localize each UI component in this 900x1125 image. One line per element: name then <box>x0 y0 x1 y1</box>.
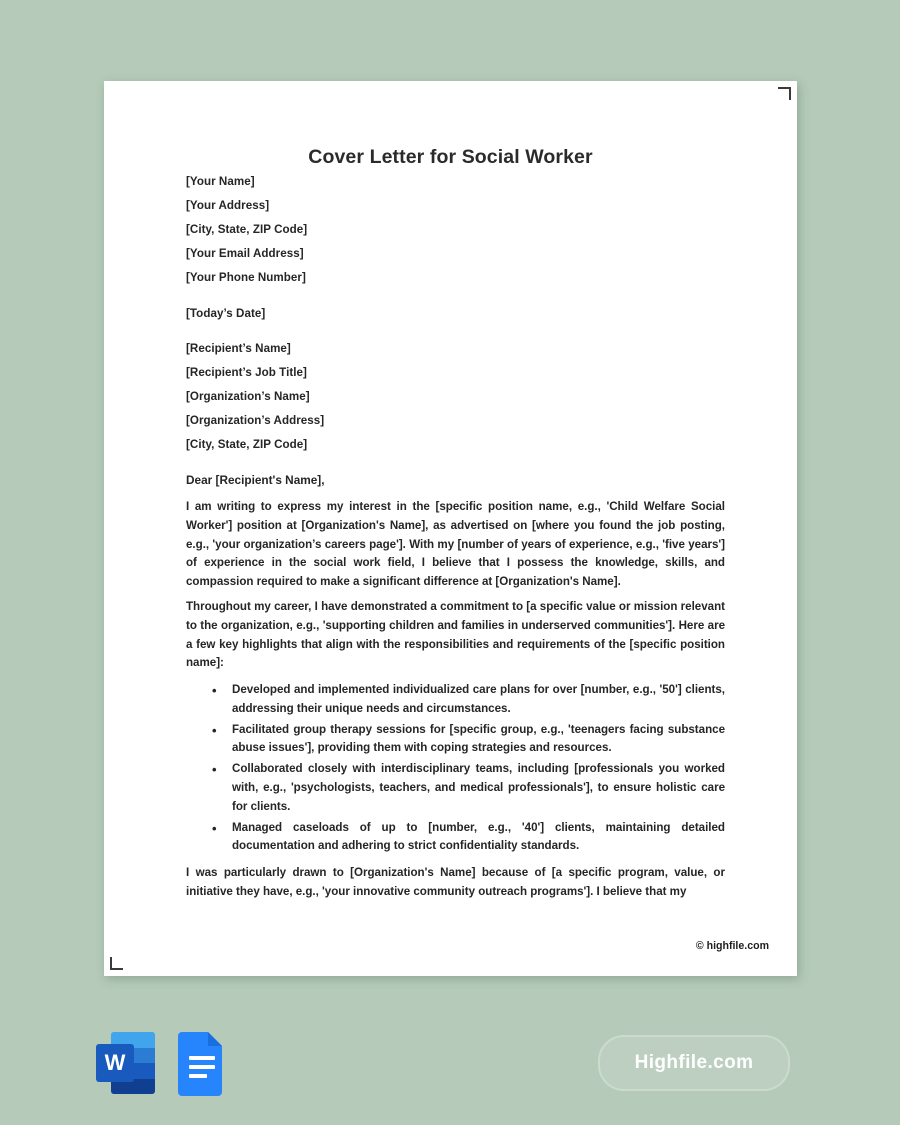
body-paragraph-1: I am writing to express my interest in the [specific position name, e.g., 'Child Welfare Social Worker'] position at [Organization's Name], as advertised on [where you found the job posting, e.g., 'your organization’s careers page']. With my [number of years of experience, e.g., 'five years'] of experience in the social work field, I believe that I possess the knowledge, skills, and compassion required to make a significant difference at [Organization's Name]. <box>186 500 725 589</box>
recipient-line-name: [Recipient’s Name] <box>186 341 291 355</box>
list-item: • Managed caseloads of up to [number, e.g., '40'] clients, maintaining detailed documentation and adhering to strict confidentiality standards. <box>212 819 725 859</box>
recipient-line-org: [Organization’s Name] <box>186 390 310 404</box>
microsoft-word-icon[interactable] <box>96 1030 158 1100</box>
list-item: • Facilitated group therapy sessions for [specific group, e.g., 'teenagers facing substance abuse issues'], providing them with coping strategies and resources. <box>212 721 725 761</box>
bottom-bar <box>0 1005 900 1125</box>
google-docs-icon[interactable] <box>170 1030 232 1100</box>
crop-mark-bottom-left-icon <box>110 957 123 970</box>
body-paragraph-2: Throughout my career, I have demonstrated a commitment to [a specific value or mission relevant to the organization, e.g., 'supporting children and families in underserved communities']. Here are a few key highlights that align with the responsibilities and requirements of the [specific position name]: <box>186 599 725 670</box>
google-docs-glyph <box>178 1032 226 1096</box>
salutation: Dear [Recipient's Name], <box>186 473 325 488</box>
recipient-line-city: [City, State, ZIP Code] <box>186 438 308 452</box>
app-format-icons <box>96 1030 232 1100</box>
sender-line-city: [City, State, ZIP Code] <box>186 222 308 236</box>
recipient-line-org-addr: [Organization’s Address] <box>186 414 325 428</box>
word-letter-badge: W <box>96 1044 134 1082</box>
copyright-footer: © highfile.com <box>695 940 769 952</box>
list-item: • Developed and implemented individualized care plans for over [number, e.g., '50'] clients, addressing their unique needs and circumstances. <box>212 681 725 721</box>
sender-address-block <box>186 169 725 290</box>
recipient-line-job-title: [Recipient’s Job Title] <box>186 365 307 379</box>
recipient-address-block <box>186 336 725 457</box>
sender-line-name: [Your Name] <box>186 174 255 188</box>
document-page <box>104 81 797 976</box>
highlights-list <box>186 681 725 858</box>
sender-line-email: [Your Email Address] <box>186 247 304 261</box>
document-body <box>104 169 797 902</box>
list-item: • Collaborated closely with interdisciplinary teams, including [professionals you worked with, e.g., 'psychologists, teachers, and medical professionals'], to ensure holistic care for clients. <box>212 760 725 818</box>
body-paragraph-3: I was particularly drawn to [Organization's Name] because of [a specific program, value, or initiative they have, e.g., 'your innovative community outreach programs']. I believe that my <box>186 866 725 898</box>
spacer <box>186 290 725 301</box>
highfile-brand-label: Highfile.com <box>634 1052 754 1073</box>
page-title: Cover Letter for Social Worker <box>308 146 593 168</box>
spacer <box>186 325 725 336</box>
highfile-brand-button[interactable] <box>598 1035 790 1091</box>
sender-line-phone: [Your Phone Number] <box>186 271 306 285</box>
sender-line-address: [Your Address] <box>186 198 270 212</box>
date-line: [Today’s Date] <box>186 306 266 320</box>
